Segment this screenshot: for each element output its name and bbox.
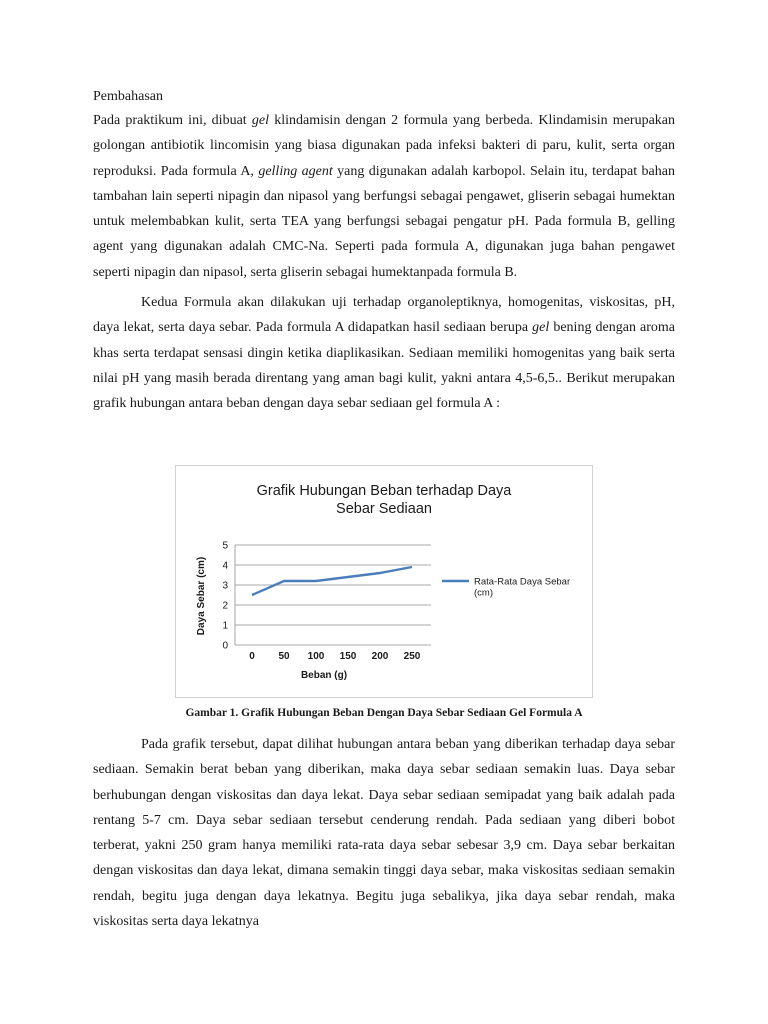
y-tick-label: 0 bbox=[222, 640, 228, 652]
text-run: klindamisin dengan 2 formula yang berbeda. Klindamisin merupakan golongan antibiotik lincomisin yang biasa digunakan pada infeksi bakteri di paru, kulit, serta organ reproduksi. Pada formula A, bbox=[93, 113, 675, 179]
text-run: bening dengan aroma khas serta terdapat sensasi dingin ketika diaplikasikan. Sediaan memiliki homogenitas yang baik serta nilai pH yang masih berada direntang yang aman bagi kulit, yakni antara 4,5-6,5.. Berikut merupakan grafik hubungan antara beban dengan daya sebar sediaan gel formula A : bbox=[93, 320, 675, 412]
x-tick-label: 50 bbox=[278, 651, 290, 662]
italic-term: gelling agent bbox=[258, 163, 333, 179]
legend-label: Rata-Rata Daya Sebar bbox=[474, 576, 571, 588]
text-run: Pada grafik tersebut, dapat dilihat hubungan antara beban yang diberikan terhadap daya sebar sediaan. Semakin berat beban yang diberikan, maka daya sebar sediaan semakin luas. Daya sebar berhubungan dengan viskositas dan daya lekat. Daya sebar sediaan semipadat yang baik adalah pada rentang 5-7 cm. Daya sebar sediaan tersebut cenderung rendah. Pada sediaan yang diberi bobot terberat, yakni 250 gram hanya memiliki rata-rata daya sebar sebesar 3,9 cm. Daya sebar berkaitan dengan viskositas dan daya lekat, dimana semakin tinggi daya sebar, maka viskositas sediaan semakin rendah, begitu juga dengan daya lekatnya. Begitu juga sebalikya, jika daya sebar rendah, maka viskositas serta daya lekatnya bbox=[93, 737, 675, 930]
y-axis-label: Daya Sebar (cm) bbox=[196, 556, 207, 636]
y-tick-label: 4 bbox=[222, 560, 228, 572]
chart-container bbox=[175, 465, 593, 698]
x-tick-label: 150 bbox=[339, 651, 357, 662]
y-tick-label: 1 bbox=[222, 620, 228, 632]
x-tick-label: 250 bbox=[403, 651, 421, 662]
chart-title-line: Grafik Hubungan Beban terhadap Daya bbox=[256, 483, 512, 499]
x-axis-label: Beban (g) bbox=[300, 670, 348, 681]
x-tick-label: 100 bbox=[307, 651, 325, 662]
text-run: yang digunakan adalah karbopol. Selain itu, terdapat bahan tambahan lain seperti nipagin dan nipasol yang berfungsi sebagai pengawet, gliserin sebagai humektan untuk melembabkan kulit, serta TEA yang berfungsi sebagai pengatur pH. Pada formula B, gelling agent yang digunakan adalah CMC-Na. Seperti pada formula A, digunakan juga bahan pengawet seperti nipagin dan nipasol, serta gliserin sebagai humektanpada formula B. bbox=[93, 163, 675, 280]
paragraph-1 bbox=[93, 108, 675, 285]
line-chart bbox=[176, 466, 592, 697]
y-tick-label: 3 bbox=[222, 580, 228, 592]
paragraph-3 bbox=[93, 732, 675, 934]
text-run: Pada praktikum ini, dibuat bbox=[93, 113, 252, 128]
text-run: Kedua Formula akan dilakukan uji terhadap organoleptiknya, homogenitas, viskositas, pH, daya lekat, serta daya sebar. Pada formula A didapatkan hasil sediaan berupa bbox=[93, 295, 675, 336]
x-tick-label: 0 bbox=[249, 651, 255, 662]
document-body-continued bbox=[93, 732, 675, 934]
chart-title-line: Sebar Sediaan bbox=[336, 501, 432, 517]
italic-term: gel bbox=[532, 320, 550, 336]
italic-term: gel bbox=[251, 113, 269, 128]
x-tick-label: 200 bbox=[371, 651, 389, 662]
legend-label: (cm) bbox=[474, 587, 493, 599]
y-tick-label: 5 bbox=[222, 540, 228, 552]
paragraph-2 bbox=[93, 290, 675, 416]
figure-caption: Gambar 1. Grafik Hubungan Beban Dengan Daya Sebar Sediaan Gel Formula A bbox=[185, 707, 583, 719]
section-heading: Pembahasan bbox=[93, 89, 163, 104]
y-tick-label: 2 bbox=[222, 600, 228, 612]
document-body bbox=[93, 86, 675, 417]
series-line bbox=[252, 567, 412, 595]
